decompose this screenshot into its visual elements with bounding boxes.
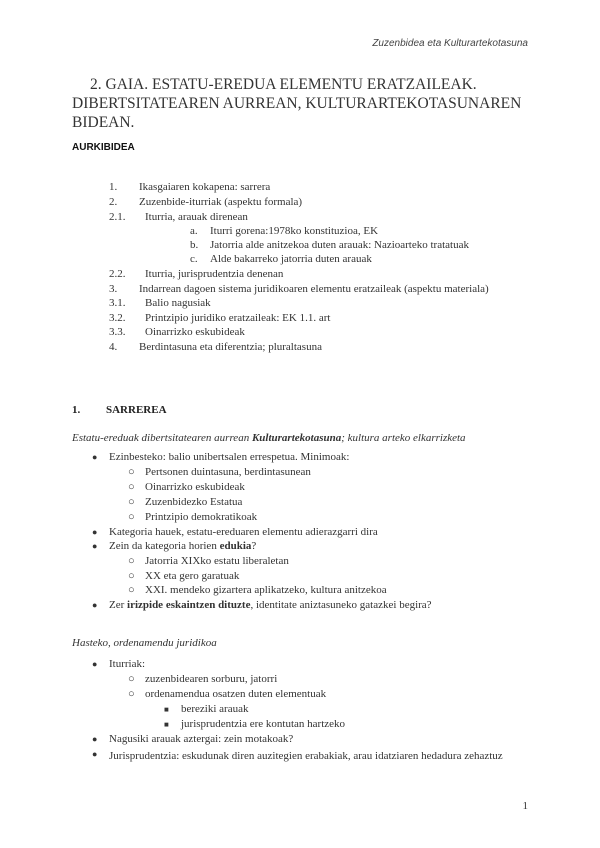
running-header: Zuzenbidea eta Kulturartekotasuna xyxy=(372,38,528,49)
title-line-3: BIDEAN. xyxy=(72,114,135,131)
circle-bullet-icon: ○ xyxy=(128,481,135,493)
bullet-icon: ● xyxy=(92,541,98,551)
section-subtitle: Estatu-ereduak dibertsitatearen aurrean Kulturartekotasuna; kultura arteko elkarrizketa xyxy=(72,432,466,444)
bullet-icon: ● xyxy=(92,734,98,744)
circle-bullet-icon: ○ xyxy=(128,673,135,685)
circle-bullet-icon: ○ xyxy=(128,555,135,567)
circle-bullet-icon: ○ xyxy=(128,688,135,700)
page-number: 1 xyxy=(522,800,528,812)
bullet-icon: ● xyxy=(92,452,98,462)
bullet-icon: ● xyxy=(92,659,98,669)
title-line-1: 2. GAIA. ESTATU-EREDUA ELEMENTU ERATZAILEAK. xyxy=(90,76,477,93)
toc-heading: AURKIBIDEA xyxy=(72,142,135,153)
circle-bullet-icon: ○ xyxy=(128,570,135,582)
circle-bullet-icon: ○ xyxy=(128,466,135,478)
square-bullet-icon: ■ xyxy=(164,720,169,729)
circle-bullet-icon: ○ xyxy=(128,584,135,596)
circle-bullet-icon: ○ xyxy=(128,511,135,523)
section-heading: 1. SARREREA xyxy=(72,404,167,416)
bullet-icon: ● xyxy=(92,749,98,759)
square-bullet-icon: ■ xyxy=(164,705,169,714)
title-line-2: DIBERTSITATEAREN AURREAN, KULTURARTEKOTASUNAREN xyxy=(72,95,522,112)
chapter-title xyxy=(72,75,542,132)
document-page: Zuzenbidea eta Kulturartekotasuna 2. GAIA. ESTATU-EREDUA ELEMENTU ERATZAILEAK. DIBERTSITATEAREN AURREAN, KULTURARTEKOTASUNAREN BIDEAN. AURKIBIDEA 1. Ikasgaiaren kokapena: sarrera 2. Zuzenbide-iturriak (aspektu formala) 2.1. Iturria, arauak direnean a. Iturri gorena:1978ko konstituzioa, EK b. Jatorria alde anitzekoa duten arauak: Nazioarteko tratatuak c. Alde bakarreko jatorria duten arauak 2.2. Iturria, jurisprudentzia denenan 3. Indarrean dagoen sistema juridikoaren elementu eratzaileak (aspektu materiala) 3.1. Balio nagusiak 3.2. Printzipio juridiko eratzaileak: EK 1.1. art 3.3. Oinarrizko eskubideak 4. Berdintasuna eta diferentzia; pluraltasuna 1. SARREREA Estatu-ereduak dibertsitatearen aurrean Kulturartekotasuna; kultura arteko elkarrizketa ● Ezinbesteko: balio unibertsalen errespetua. Minimoak: ○ Pertsonen duintasuna, berdintasunean ○ Oinarrizko eskubideak ○ Zuzenbidezko Estatua ○ Printzipio demokratikoak ● Kategoria hauek, estatu-ereduaren elementu adierazgarri dira ● Zein da kategoria horien edukia? ○ Jatorria XIXko estatu liberaletan ○ XX eta gero garatuak ○ XXI. mendeko gizartera aplikatzeko, kultura anitzekoa ● Zer irizpide eskaintzen dituzte, identitate aniztasuneko gatazkei begira? Hasteko, ordenamendu juridikoa ● Iturriak: ○ zuzenbidearen sorburu, jatorri ○ ordenamendua osatzen duten elementuak ■ bereziki arauak ■ jurisprudentzia ere kontutan hartzeko ● Nagusiki arauak aztergai: zein motakoak? ● Jurisprudentzia: eskudunak diren auzitegien erabakiak, arau idatziaren hedadura zehaztuz 1 xyxy=(0,0,600,848)
bullet-icon: ● xyxy=(92,527,98,537)
circle-bullet-icon: ○ xyxy=(128,496,135,508)
section-subtitle-2: Hasteko, ordenamendu juridikoa xyxy=(72,637,217,649)
bullet-icon: ● xyxy=(92,600,98,610)
